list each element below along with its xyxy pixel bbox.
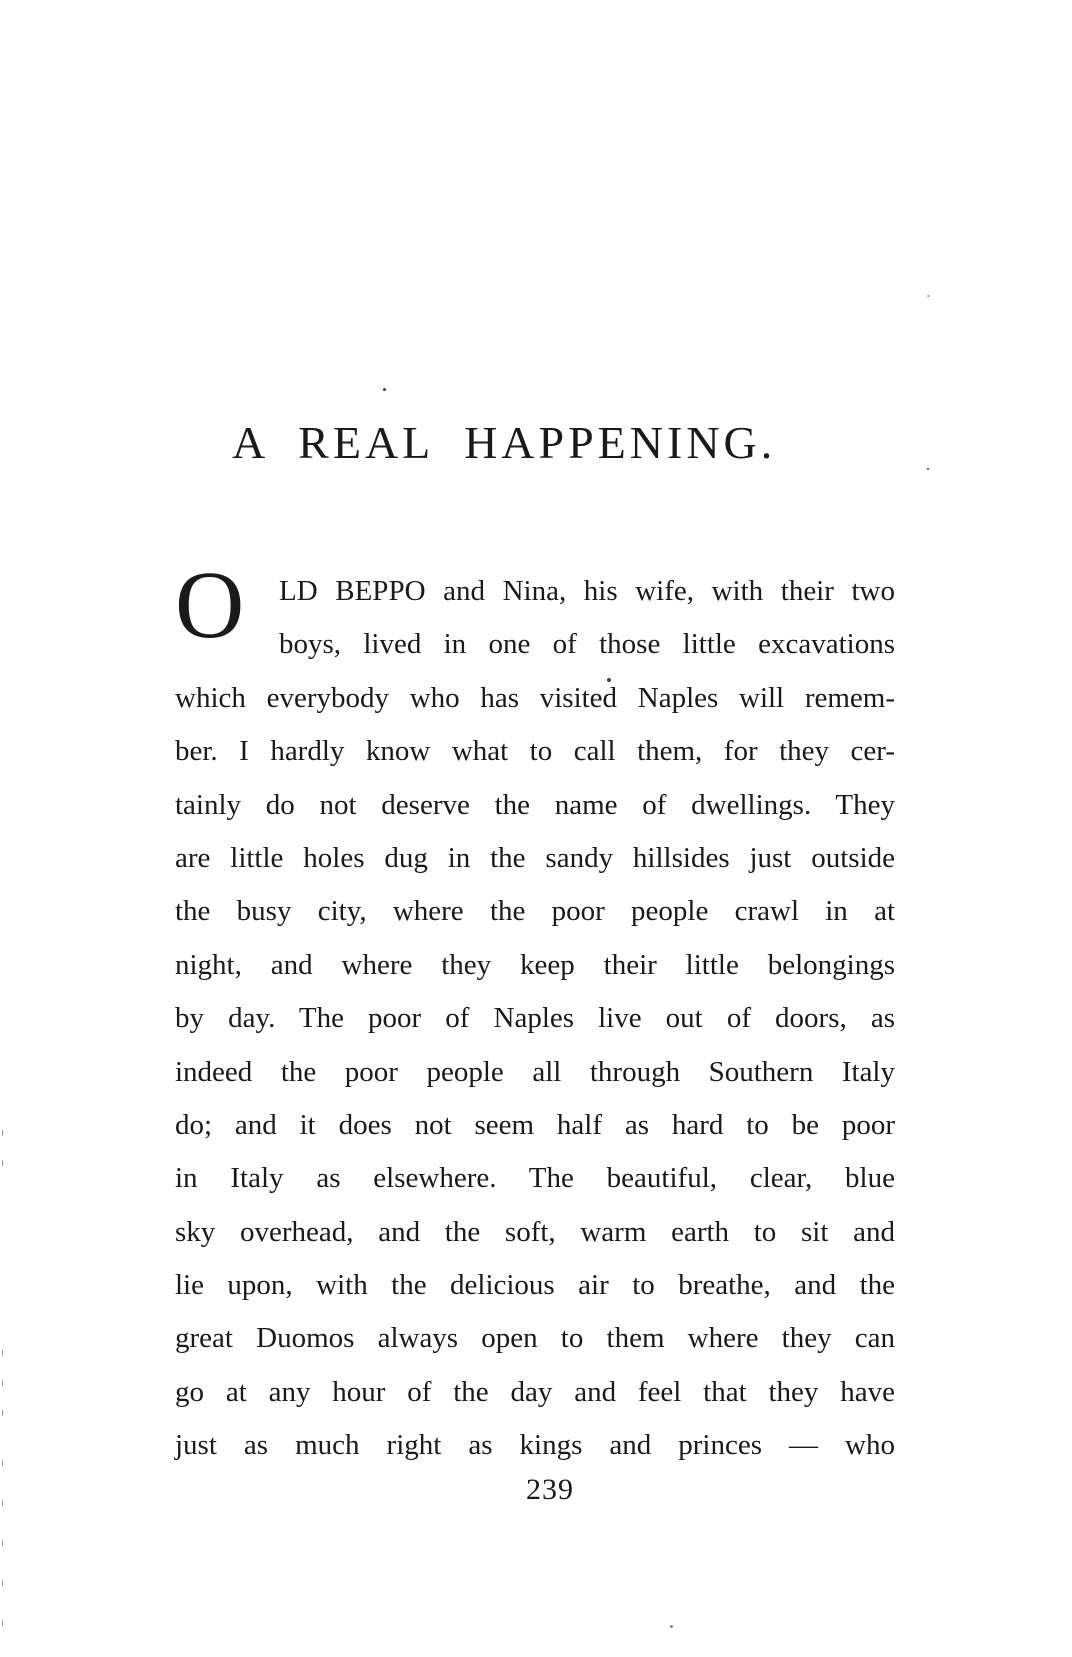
text-line: great Duomos always open to them where they can	[175, 1322, 895, 1355]
text-line: sky overhead, and the soft, warm earth to sit and	[175, 1215, 895, 1248]
scan-edge-mark	[2, 1410, 3, 1416]
text-line: indeed the poor people all through Southern Italy	[175, 1055, 895, 1088]
page-number: 239	[526, 1473, 574, 1506]
text-line: just as much right as kings and princes — who	[175, 1429, 895, 1462]
text-line: tainly do not deserve the name of dwellings. They	[175, 788, 895, 821]
text-line: which everybody who has visited Naples will remem-	[175, 681, 895, 714]
body-paragraph	[175, 565, 895, 1473]
scan-edge-mark	[2, 1460, 3, 1466]
scan-edge-mark	[2, 1580, 3, 1586]
chapter-title: A REAL HAPPENING.	[232, 417, 777, 468]
text-line: the busy city, where the poor people crawl in at	[175, 895, 895, 928]
scan-edge-mark	[2, 1620, 3, 1626]
text-line: LD BEPPO and Nina, his wife, with their two	[279, 575, 895, 607]
scan-speck	[383, 388, 386, 391]
scan-edge-mark	[2, 1500, 3, 1506]
text-line: go at any hour of the day and feel that they have	[175, 1375, 895, 1408]
text-line: are little holes dug in the sandy hillsides just outside	[175, 841, 895, 874]
scan-edge-mark	[2, 1380, 3, 1386]
text-line: lie upon, with the delicious air to breathe, and the	[175, 1269, 895, 1302]
scan-speck	[927, 468, 929, 470]
scan-edge-mark	[2, 1540, 3, 1546]
text-line: ber. I hardly know what to call them, for they cer-	[175, 735, 895, 768]
scan-speck	[670, 1625, 673, 1628]
text-line: in Italy as elsewhere. The beautiful, clear, blue	[175, 1162, 895, 1195]
scan-speck	[927, 295, 930, 297]
scan-edge-mark	[2, 1130, 3, 1136]
text-line: do; and it does not seem half as hard to be poor	[175, 1108, 895, 1141]
scan-speck	[607, 678, 611, 682]
text-line: night, and where they keep their little belongings	[175, 948, 895, 981]
scan-edge-mark	[2, 1350, 3, 1356]
text-line: boys, lived in one of those little excavations	[279, 628, 895, 661]
drop-cap: O	[175, 551, 245, 658]
scan-edge-mark	[2, 1160, 3, 1166]
text-line: by day. The poor of Naples live out of doors, as	[175, 1002, 895, 1035]
